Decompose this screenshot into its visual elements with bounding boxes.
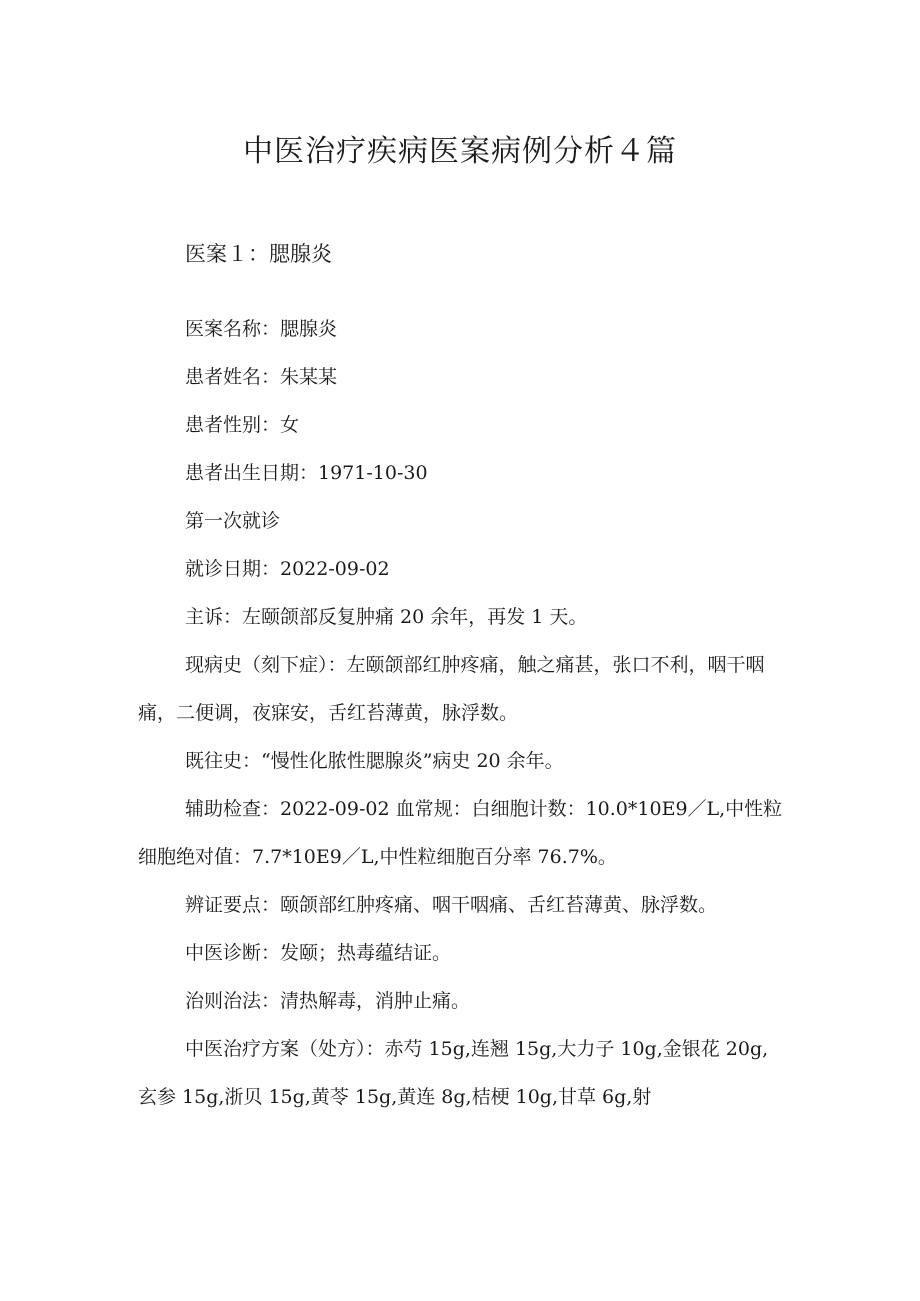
- patient-name-line: 患者姓名：朱某某: [185, 366, 338, 388]
- present-illness-paragraph: 现病史（刻下症）：左颐颌部红肿疼痛，触之痛甚，张口不利，咽干咽痛，二便调，夜寐安，舌红苔薄黄，脉浮数。: [138, 654, 765, 724]
- past-history-line: 既往史：“慢性化脓性腮腺炎”病史 20 余年。: [185, 750, 564, 772]
- patient-gender-line: 患者性别：女: [185, 414, 300, 436]
- chief-complaint-line: 主诉：左颐颌部反复肿痛 20 余年，再发 1 天。: [185, 606, 588, 628]
- visit-date-line: 就诊日期：2022-09-02: [185, 558, 390, 580]
- document-body: [138, 305, 786, 1121]
- tcm-diagnosis-line: 中医诊断：发颐；热毒蕴结证。: [185, 942, 452, 964]
- document-title: 中医治疗疾病医案病例分析４篇: [243, 134, 677, 169]
- auxiliary-exam-paragraph: 辅助检查：2022-09-02 血常规：白细胞计数：10.0*10E9／L,中性粒细胞绝对值：7.7*10E9／L,中性粒细胞百分率 76.7%。: [138, 798, 783, 868]
- first-visit-line: 第一次就诊: [185, 510, 281, 532]
- treatment-principle-line: 治则治法：清热解毒，消肿止痛。: [185, 990, 471, 1012]
- syndrome-points-paragraph: 辨证要点：颐颌部红肿疼痛、咽干咽痛、舌红苔薄黄、脉浮数。: [185, 894, 718, 916]
- patient-birthdate-line: 患者出生日期：1971-10-30: [185, 462, 428, 484]
- prescription-paragraph: 中医治疗方案（处方）：赤芍 15g,连翘 15g,大力子 10g,金银花 20g,玄参 15g,浙贝 15g,黄苓 15g,黄连 8g,桔梗 10g,甘草 6g,射: [138, 1038, 769, 1108]
- case-heading: 医案１：腮腺炎: [185, 242, 332, 266]
- case-name-line: 医案名称：腮腺炎: [185, 318, 338, 340]
